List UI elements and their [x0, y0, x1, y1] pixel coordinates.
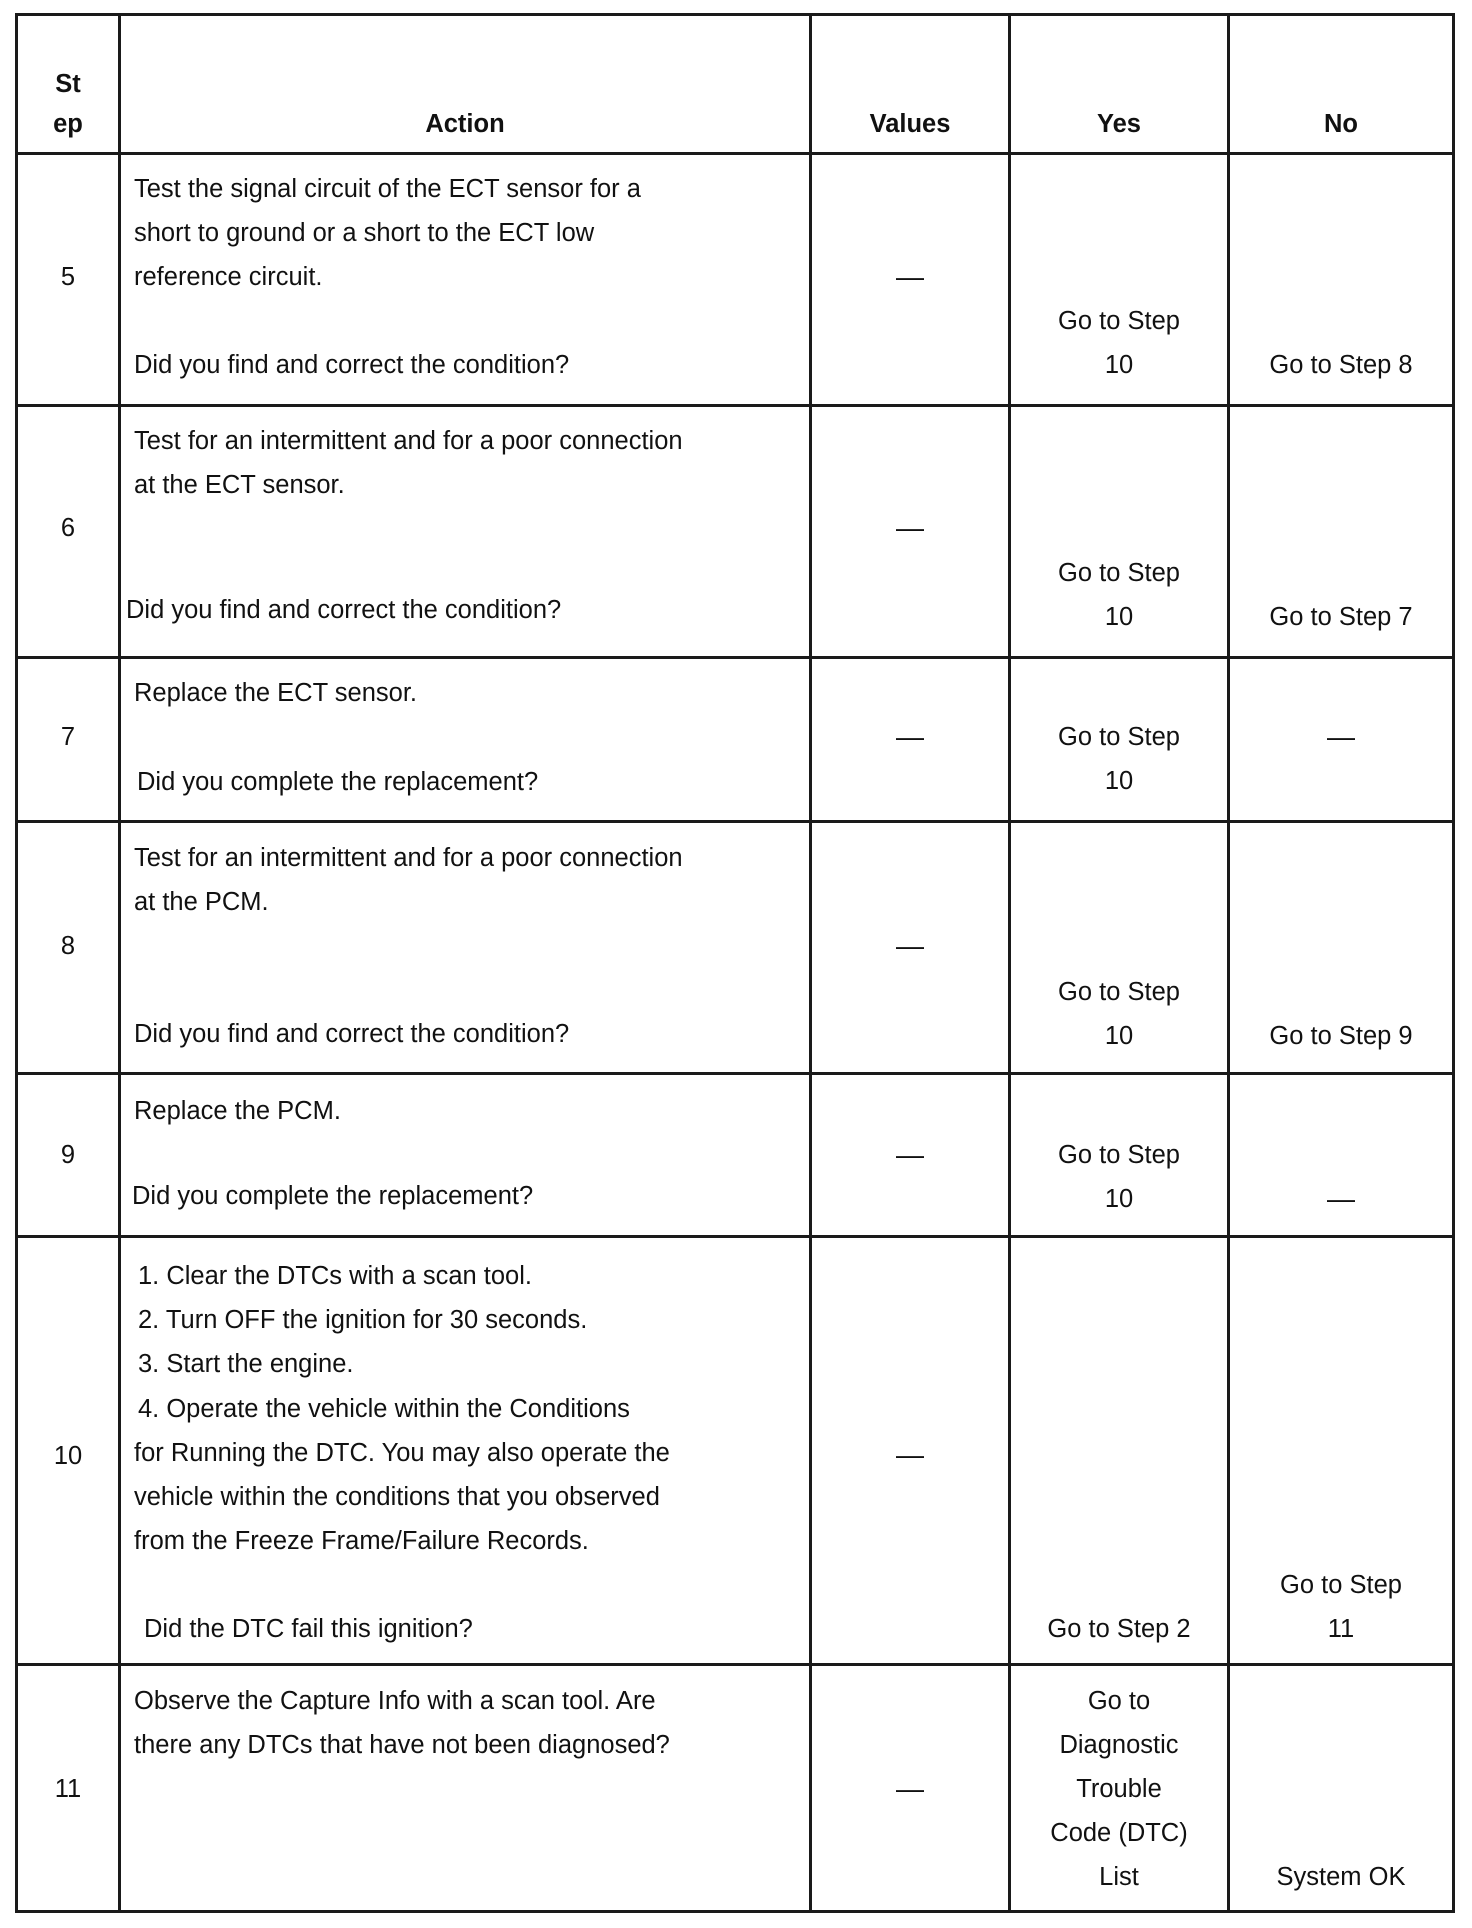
action-text: reference circuit. [134, 263, 323, 291]
no-cell: Go to Step [1280, 1571, 1402, 1599]
row-divider [15, 820, 1455, 823]
table-border-right [1452, 13, 1455, 1913]
no-cell: Go to Step 9 [1269, 1022, 1413, 1050]
action-text: for Running the DTC. You may also operate the [134, 1439, 670, 1467]
yes-cell: Go to [1087, 1687, 1151, 1715]
header-no: No [1324, 110, 1358, 138]
values-cell: — [896, 1773, 924, 1804]
row-divider [15, 404, 1455, 407]
no-cell: — [1327, 1183, 1355, 1214]
step-number: 7 [60, 723, 76, 751]
header-values: Values [869, 110, 951, 138]
yes-cell: Go to Step 2 [1047, 1615, 1191, 1643]
action-text: short to ground or a short to the ECT low [134, 219, 595, 247]
table-border-top [15, 13, 1455, 16]
yes-cell: Code (DTC) [1050, 1819, 1188, 1847]
header-action: Action [425, 110, 505, 138]
action-list-item: 3. Start the engine. [138, 1350, 354, 1378]
yes-cell: Go to Step [1058, 1141, 1180, 1169]
table-border-left [15, 13, 18, 1913]
action-text: Test for an intermittent and for a poor connection [134, 844, 683, 872]
action-question: Did you complete the replacement? [132, 1182, 534, 1210]
header-step-line1: St [55, 70, 81, 98]
step-number: 6 [60, 514, 76, 542]
action-text: Replace the ECT sensor. [134, 679, 418, 707]
no-cell: — [1327, 721, 1355, 752]
step-number: 8 [60, 932, 76, 960]
action-list-item: 4. Operate the vehicle within the Conditions [138, 1395, 630, 1423]
yes-cell: Diagnostic [1059, 1731, 1179, 1759]
values-cell: — [896, 1439, 924, 1470]
action-list-item: 2. Turn OFF the ignition for 30 seconds. [138, 1306, 588, 1334]
yes-cell: Trouble [1076, 1775, 1162, 1803]
action-text: from the Freeze Frame/Failure Records. [134, 1527, 589, 1555]
no-cell: Go to Step 7 [1269, 603, 1413, 631]
no-cell: System OK [1276, 1863, 1406, 1891]
no-cell: 11 [1327, 1615, 1355, 1643]
row-divider [15, 656, 1455, 659]
action-question: Did the DTC fail this ignition? [144, 1615, 473, 1643]
row-divider [15, 1663, 1455, 1666]
action-list-item: 1. Clear the DTCs with a scan tool. [138, 1262, 532, 1290]
step-number: 9 [60, 1141, 76, 1169]
yes-cell: Go to Step [1058, 307, 1180, 335]
step-number: 11 [54, 1775, 82, 1803]
action-text: at the PCM. [134, 888, 269, 916]
column-divider [809, 13, 812, 1913]
step-number: 5 [60, 263, 76, 291]
values-cell: — [896, 261, 924, 292]
action-text: vehicle within the conditions that you observed [134, 1483, 660, 1511]
action-question: Did you find and correct the condition? [134, 1020, 570, 1048]
diagnostic-table [15, 13, 1455, 1913]
row-divider [15, 152, 1455, 155]
action-question: Did you complete the replacement? [137, 768, 539, 796]
values-cell: — [896, 930, 924, 961]
action-text: Test for an intermittent and for a poor connection [134, 427, 683, 455]
values-cell: — [896, 512, 924, 543]
values-cell: — [896, 1139, 924, 1170]
no-cell: Go to Step 8 [1269, 351, 1413, 379]
yes-cell: Go to Step [1058, 978, 1180, 1006]
yes-cell: 10 [1104, 1185, 1134, 1213]
header-yes: Yes [1097, 110, 1141, 138]
yes-cell: Go to Step [1058, 723, 1180, 751]
action-question: Did you find and correct the condition? [126, 596, 562, 624]
action-text: Replace the PCM. [134, 1097, 341, 1125]
action-question: Did you find and correct the condition? [134, 351, 570, 379]
yes-cell: 10 [1104, 1022, 1134, 1050]
action-text: at the ECT sensor. [134, 471, 345, 499]
row-divider [15, 1235, 1455, 1238]
yes-cell: 10 [1104, 351, 1134, 379]
yes-cell: Go to Step [1058, 559, 1180, 587]
values-cell: — [896, 721, 924, 752]
header-step-line2: ep [53, 110, 83, 138]
action-text: Observe the Capture Info with a scan tool. Are [134, 1687, 656, 1715]
row-divider [15, 1072, 1455, 1075]
table-border-bottom [15, 1910, 1455, 1913]
yes-cell: List [1099, 1863, 1139, 1891]
yes-cell: 10 [1104, 603, 1134, 631]
action-text: Test the signal circuit of the ECT sensor for a [134, 175, 641, 203]
column-divider [118, 13, 121, 1913]
yes-cell: 10 [1104, 767, 1134, 795]
action-text: there any DTCs that have not been diagnosed? [134, 1731, 670, 1759]
step-number: 10 [53, 1442, 83, 1470]
